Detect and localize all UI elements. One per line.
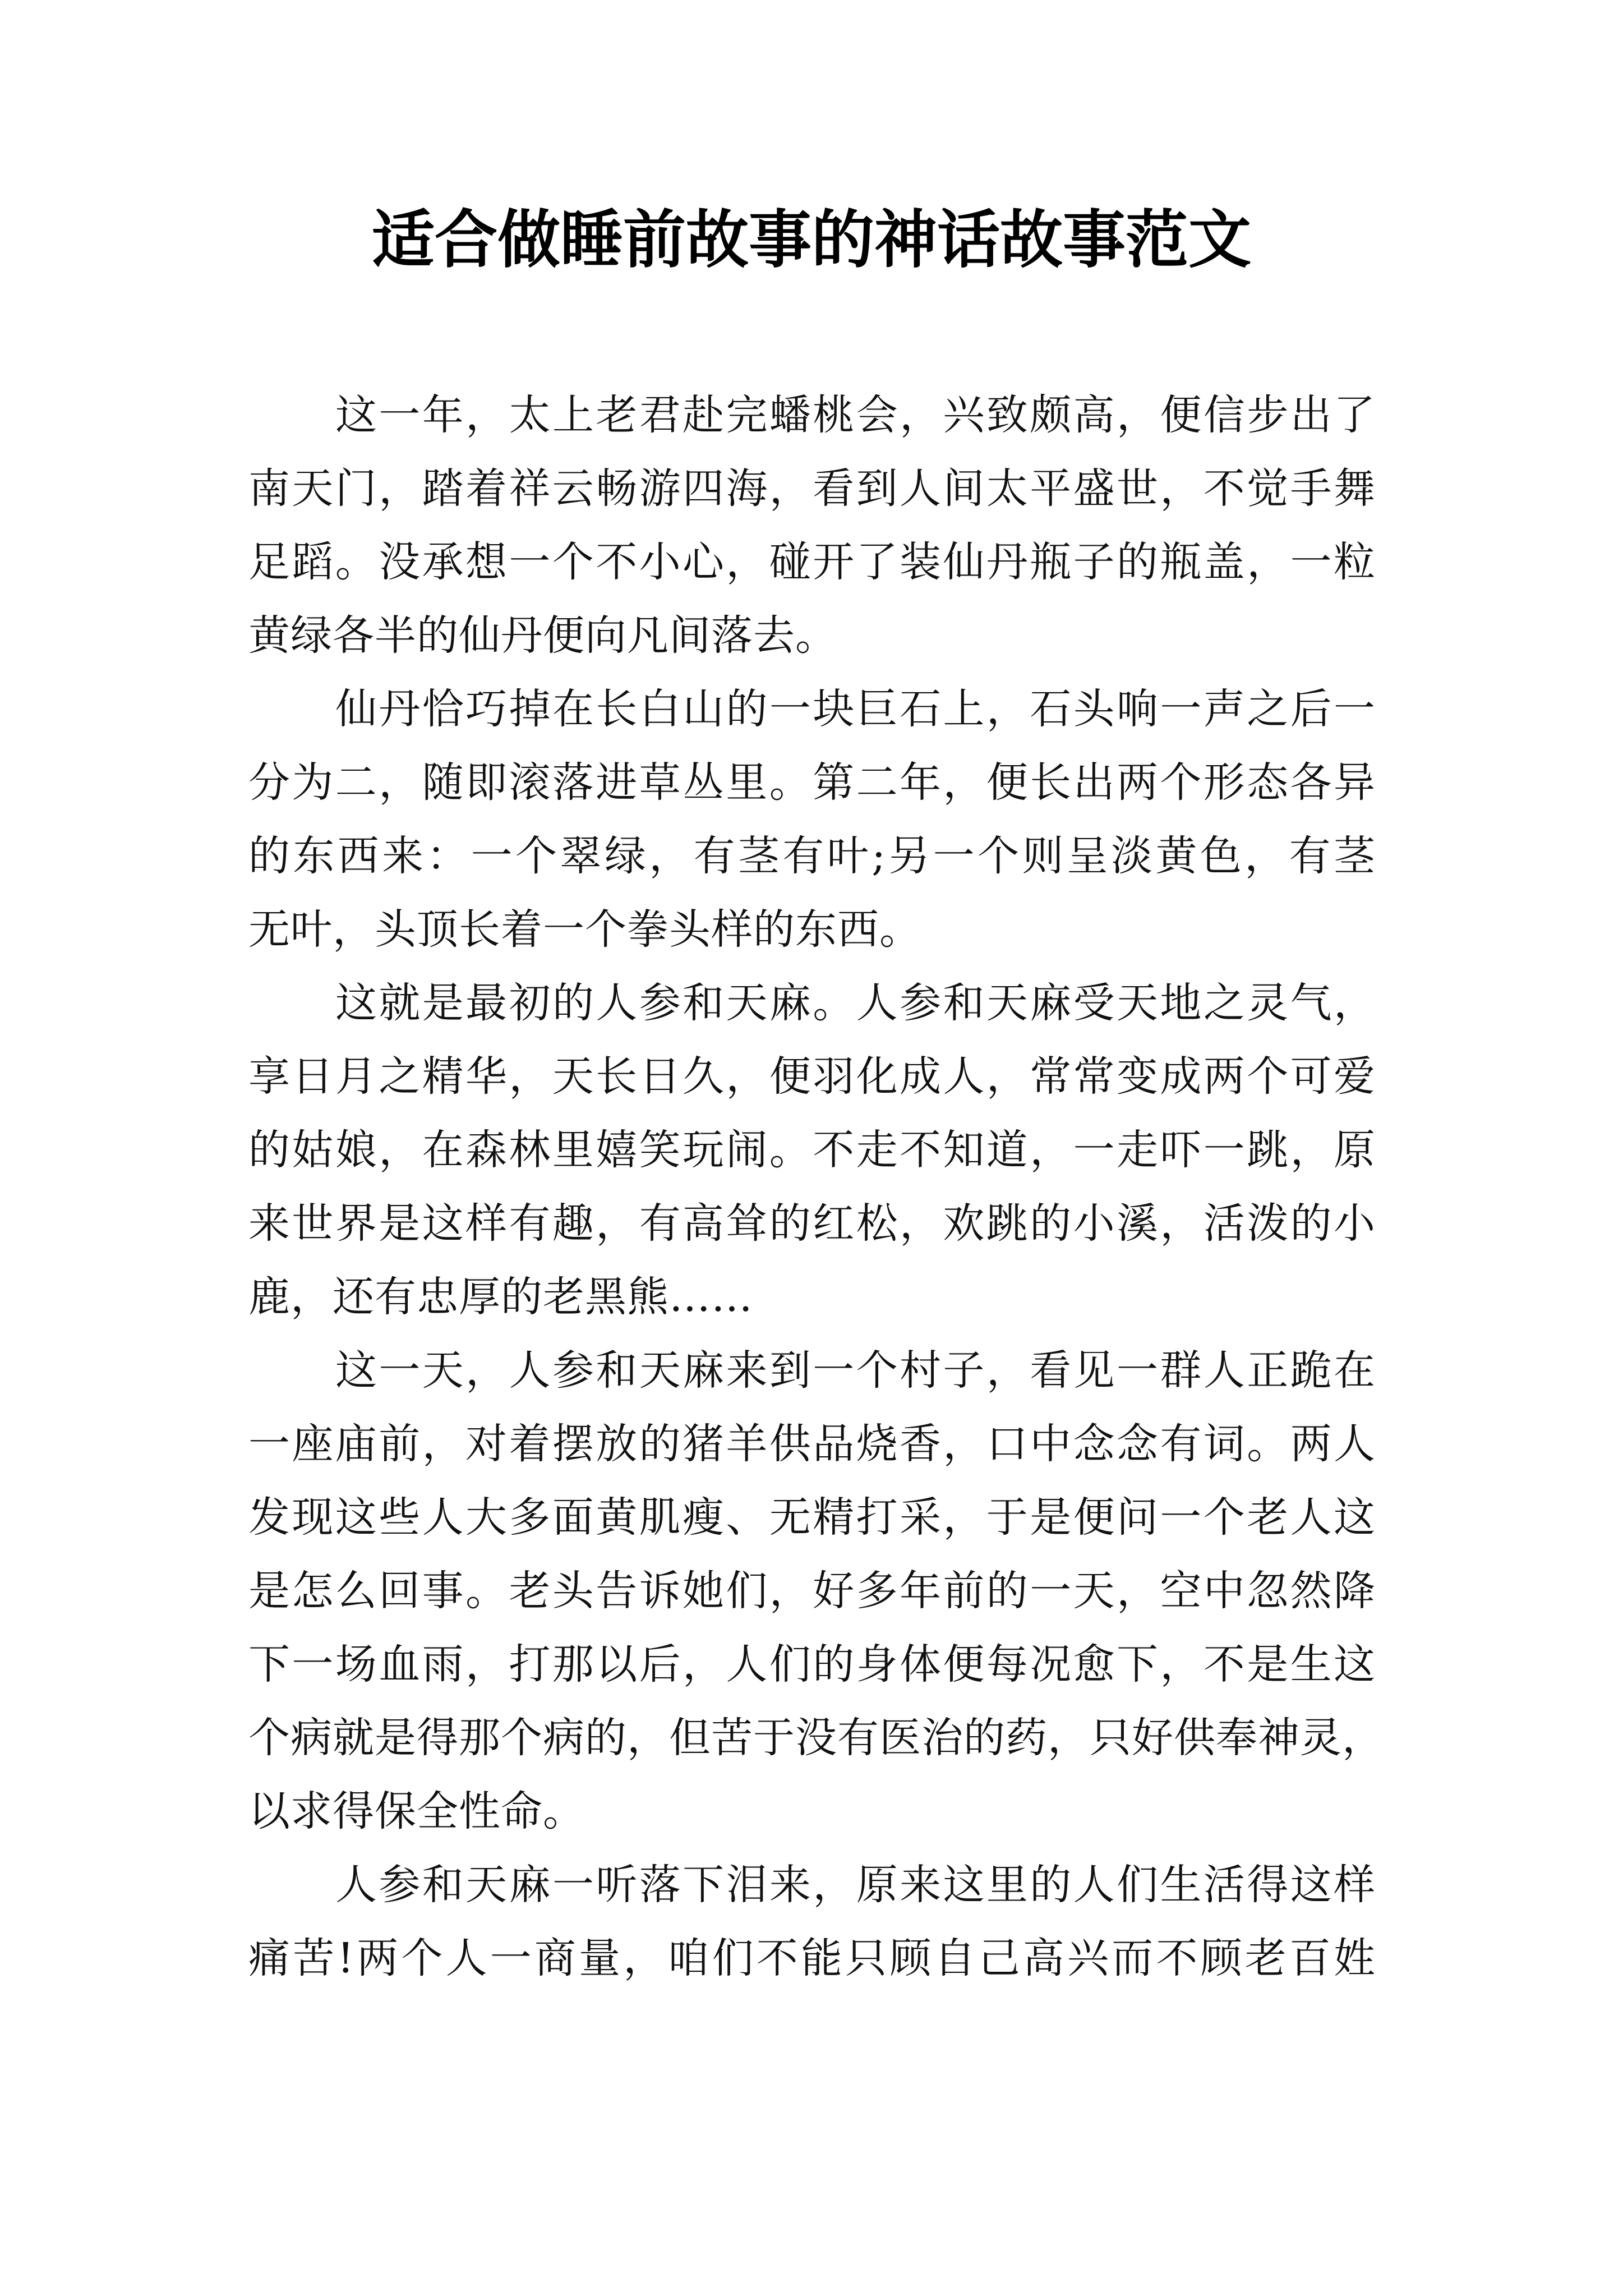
paragraph-line: 来世界是这样有趣，有高耸的红松，欢跳的小溪，活泼的小 bbox=[248, 1199, 1376, 1248]
paragraph-line: 享日月之精华，天长日久，便羽化成人，常常变成两个可爱 bbox=[248, 1052, 1376, 1101]
paragraph-line: 以求得保全性命。 bbox=[248, 1787, 585, 1835]
paragraph-line: 黄绿各半的仙丹便向凡间落去。 bbox=[248, 611, 837, 660]
paragraph-line: 这一天，人参和天麻来到一个村子，看见一群人正跪在 bbox=[335, 1346, 1376, 1395]
paragraph bbox=[248, 673, 1376, 967]
paragraph-line: 个病就是得那个病的，但苦于没有医治的药，只好供奉神灵， bbox=[248, 1714, 1384, 1762]
paragraph-line: 是怎么回事。老头告诉她们，好多年前的一天，空中忽然降 bbox=[248, 1567, 1376, 1615]
paragraph-line: 无叶，头顶长着一个拳头样的东西。 bbox=[248, 905, 921, 954]
paragraph-line: 的姑娘，在森林里嬉笑玩闹。不走不知道，一走吓一跳，原 bbox=[248, 1126, 1376, 1174]
paragraph bbox=[248, 967, 1376, 1334]
paragraph-line: 分为二，随即滚落进草丛里。第二年，便长出两个形态各异 bbox=[248, 758, 1376, 807]
paragraph-line: 鹿，还有忠厚的老黑熊…… bbox=[248, 1273, 753, 1321]
paragraph-line: 发现这些人大多面黄肌瘦、无精打采，于是便问一个老人这 bbox=[248, 1493, 1376, 1542]
page-title: 适合做睡前故事的神话故事范文 bbox=[372, 203, 1251, 277]
paragraph-line: 这就是最初的人参和天麻。人参和天麻受天地之灵气， bbox=[335, 979, 1376, 1027]
paragraph-line: 这一年，太上老君赴完蟠桃会，兴致颇高，便信步出了 bbox=[335, 391, 1376, 439]
paragraph-line: 一座庙前，对着摆放的猪羊供品烧香，口中念念有词。两人 bbox=[248, 1420, 1376, 1468]
document-body bbox=[248, 379, 1384, 1995]
paragraph-line: 下一场血雨，打那以后，人们的身体便每况愈下，不是生这 bbox=[248, 1640, 1376, 1688]
paragraph-line: 南天门，踏着祥云畅游四海，看到人间太平盛世，不觉手舞 bbox=[248, 464, 1376, 513]
paragraph-line: 的东西来：一个翠绿，有茎有叶;另一个则呈淡黄色，有茎 bbox=[248, 832, 1376, 880]
paragraph bbox=[248, 379, 1376, 673]
paragraph bbox=[248, 1848, 1376, 1995]
paragraph-line: 痛苦!两个人一商量，咱们不能只顾自己高兴而不顾老百姓 bbox=[248, 1934, 1376, 1982]
paragraph-line: 仙丹恰巧掉在长白山的一块巨石上，石头响一声之后一 bbox=[335, 685, 1376, 733]
paragraph bbox=[248, 1334, 1384, 1848]
paragraph-line: 足蹈。没承想一个不小心，碰开了装仙丹瓶子的瓶盖，一粒 bbox=[248, 538, 1376, 586]
paragraph-line: 人参和天麻一听落下泪来，原来这里的人们生活得这样 bbox=[335, 1861, 1376, 1909]
